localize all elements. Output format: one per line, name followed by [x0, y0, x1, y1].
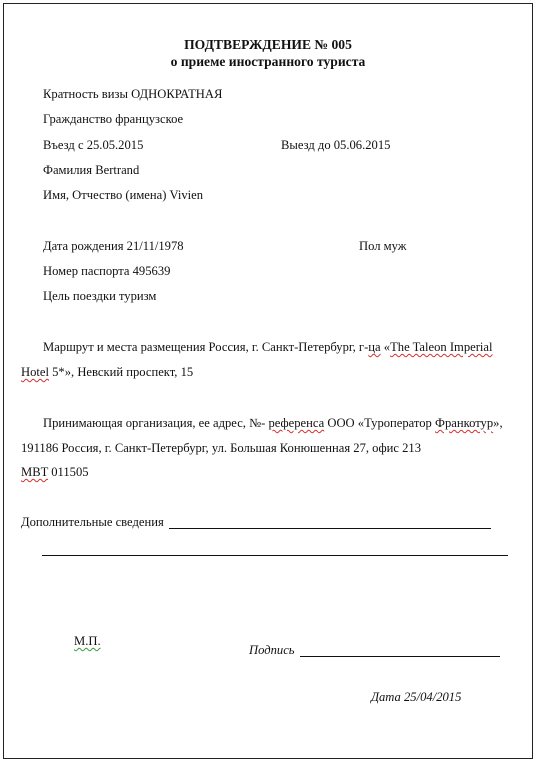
additional-info-line-1 — [169, 528, 491, 529]
passport-number: Номер паспорта 495639 — [43, 264, 171, 278]
hotel-name: The Taleon Imperial — [390, 340, 493, 354]
host-company-end: », — [493, 416, 503, 430]
route-line-1 — [43, 340, 493, 355]
signature-label: Подпись — [249, 643, 295, 657]
host-company: ООО «Туроператор — [324, 416, 436, 430]
stamp-place-text: М.П. — [74, 634, 101, 648]
host-reference-word: референса — [268, 416, 325, 430]
signature-line — [300, 656, 500, 657]
exit-date: Выезд до 05.06.2015 — [281, 138, 391, 152]
confirmation-document — [3, 3, 533, 759]
given-names: Имя, Отчество (имена) Vivien — [43, 188, 204, 202]
visa-multiplicity: Кратность визы ОДНОКРАТНАЯ — [43, 87, 223, 101]
document-date: Дата 25/04/2015 — [371, 690, 462, 704]
host-text: Принимающая организация, ее адрес, №- — [43, 416, 269, 430]
host-address: 191186 Россия, г. Санкт-Петербург, ул. Большая Конюшенная 27, офис 213 — [21, 441, 422, 455]
hotel-name-end: Hotel — [21, 365, 49, 379]
stamp-place — [74, 634, 101, 649]
surname: Фамилия Bertrand — [43, 163, 140, 177]
route-line-2 — [21, 365, 193, 380]
hotel-address: 5*», Невский проспект, 15 — [48, 365, 194, 379]
additional-info-line-2 — [42, 555, 508, 556]
additional-info-label: Дополнительные сведения — [21, 515, 164, 529]
reference-prefix: MBT — [21, 465, 49, 479]
route-text-quote: « — [380, 340, 391, 354]
citizenship: Гражданство французское — [43, 112, 184, 126]
host-line-1 — [43, 416, 503, 431]
reference-number: 011505 — [48, 465, 89, 479]
sex: Пол муж — [359, 239, 407, 253]
route-text: Маршрут и места размещения Россия, г. Санкт-Петербург, г- — [43, 340, 369, 354]
document-title: ПОДТВЕРЖДЕНИЕ № 005 — [184, 37, 352, 52]
host-reference — [21, 465, 89, 480]
trip-purpose: Цель поездки туризм — [43, 289, 157, 303]
document-subtitle: о приеме иностранного туриста — [170, 54, 366, 69]
route-text-spellcheck: ца — [368, 340, 381, 354]
host-company-name: Франкотур — [435, 416, 494, 430]
entry-date: Въезд с 25.05.2015 — [43, 138, 144, 152]
date-of-birth: Дата рождения 21/11/1978 — [43, 239, 184, 253]
